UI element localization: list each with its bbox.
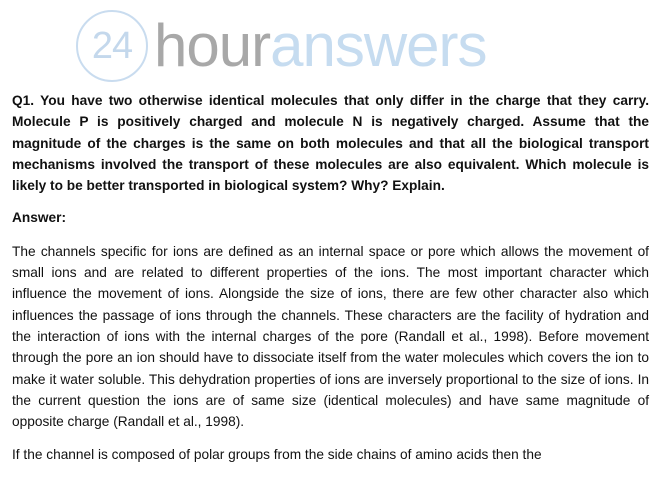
logo-circle-badge: 24	[76, 10, 148, 82]
logo-word-hour: hour	[154, 12, 271, 79]
document-body	[12, 90, 649, 486]
answer-paragraph-2: If the channel is composed of polar groups from the side chains of amino acids then the	[12, 447, 542, 463]
question-text: Q1. You have two otherwise identical molecules that only differ in the charge that they carry. Molecule P is positively charged and molecule N is negatively charged. Assume that the magnitude of the charges is the same on both molecules and that all the biological transport mechanisms involved the transport of these molecules are also equivalent. Which molecule is likely to be better transported in biological system? Why? Explain.	[12, 93, 649, 194]
answer-paragraph-1: The channels specific for ions are defined as an internal space or pore which allows the movement of small ions and are related to different properties of the ions. The most important character which influence the movement of ions. Alongside the size of ions, there are few other character also which influences the passage of ions through the channels. These characters are the facility of hydration and the interaction of ions with the internal charges of the pore (Randall et al., 1998). Before movement through the pore an ion should have to dissociate itself from the water molecules which covers the ion to make it water soluble. This dehydration properties of ions are inversely proportional to the size of ions. In the current question the ions are of same size (identical molecules) and have same magnitude of opposite charge (Randall et al., 1998).	[12, 243, 649, 430]
answer-heading: Answer:	[12, 210, 67, 226]
logo-word-answers: answers	[270, 12, 487, 79]
site-logo	[76, 12, 487, 80]
